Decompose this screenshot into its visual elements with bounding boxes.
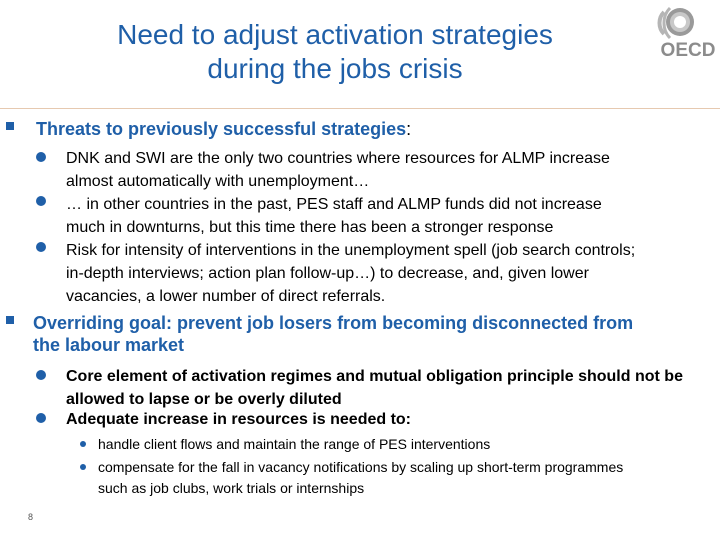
small-bullet-icon — [80, 464, 86, 470]
list-item — [66, 193, 706, 239]
list-item — [66, 239, 706, 308]
list-item-line: Adequate increase in resources is needed to: — [66, 411, 412, 428]
list-item-line: Risk for intensity of interventions in the unemployment spell (job search controls; — [66, 242, 636, 259]
square-bullet-icon — [6, 316, 14, 324]
list-item-line: almost automatically with unemployment… — [66, 173, 370, 190]
small-bullet-icon — [80, 441, 86, 447]
list-item — [66, 147, 706, 193]
square-bullet-icon — [6, 122, 14, 130]
round-bullet-icon — [36, 152, 46, 162]
list-item-line: in-depth interviews; action plan follow-up…) to decrease, and, given lower — [66, 265, 589, 282]
list-item-line: much in downturns, but this time there has been a stronger response — [66, 219, 554, 236]
sub-list-item-line: such as job clubs, work trials or internships — [98, 480, 365, 496]
list-item-line: Core element of activation regimes and mutual obligation principle should not be — [66, 368, 683, 385]
oecd-logo-text: OECD — [660, 40, 716, 61]
list-item-line: vacancies, a lower number of direct referrals. — [66, 288, 386, 305]
round-bullet-icon — [36, 242, 46, 252]
sub-list-item-line: handle client flows and maintain the range of PES interventions — [98, 436, 491, 452]
round-bullet-icon — [36, 413, 46, 423]
list-item — [66, 408, 706, 431]
bullet-heading-threats-text: Threats to previously successful strategies — [36, 119, 407, 139]
bullet-heading-threats-colon: : — [406, 119, 412, 139]
list-item-line: … in other countries in the past, PES staff and ALMP funds did not increase — [66, 196, 602, 213]
round-bullet-icon — [36, 370, 46, 380]
bullet-heading-goal-line-2: the labour market — [33, 335, 185, 355]
sub-list-item — [98, 434, 708, 455]
sub-list-item — [98, 457, 708, 499]
bullet-heading-threats — [36, 118, 716, 140]
slide-title-line-2: during the jobs crisis — [207, 53, 463, 84]
slide-title-line-1: Need to adjust activation strategies — [117, 19, 553, 50]
list-item-line: DNK and SWI are the only two countries where resources for ALMP increase — [66, 150, 610, 167]
bullet-heading-goal-line-1: Overriding goal: prevent job losers from becoming disconnected from — [33, 313, 634, 333]
oecd-logo-icon — [656, 4, 720, 44]
oecd-logo — [656, 4, 720, 64]
bullet-heading-goal — [33, 312, 713, 356]
sub-list-item-line: compensate for the fall in vacancy notifications by scaling up short-term programmes — [98, 459, 624, 475]
slide-title — [30, 18, 640, 86]
list-item — [66, 365, 706, 411]
round-bullet-icon — [36, 196, 46, 206]
title-divider — [0, 108, 720, 109]
list-item-line: allowed to lapse or be overly diluted — [66, 391, 342, 408]
page-number: 8 — [28, 512, 34, 522]
